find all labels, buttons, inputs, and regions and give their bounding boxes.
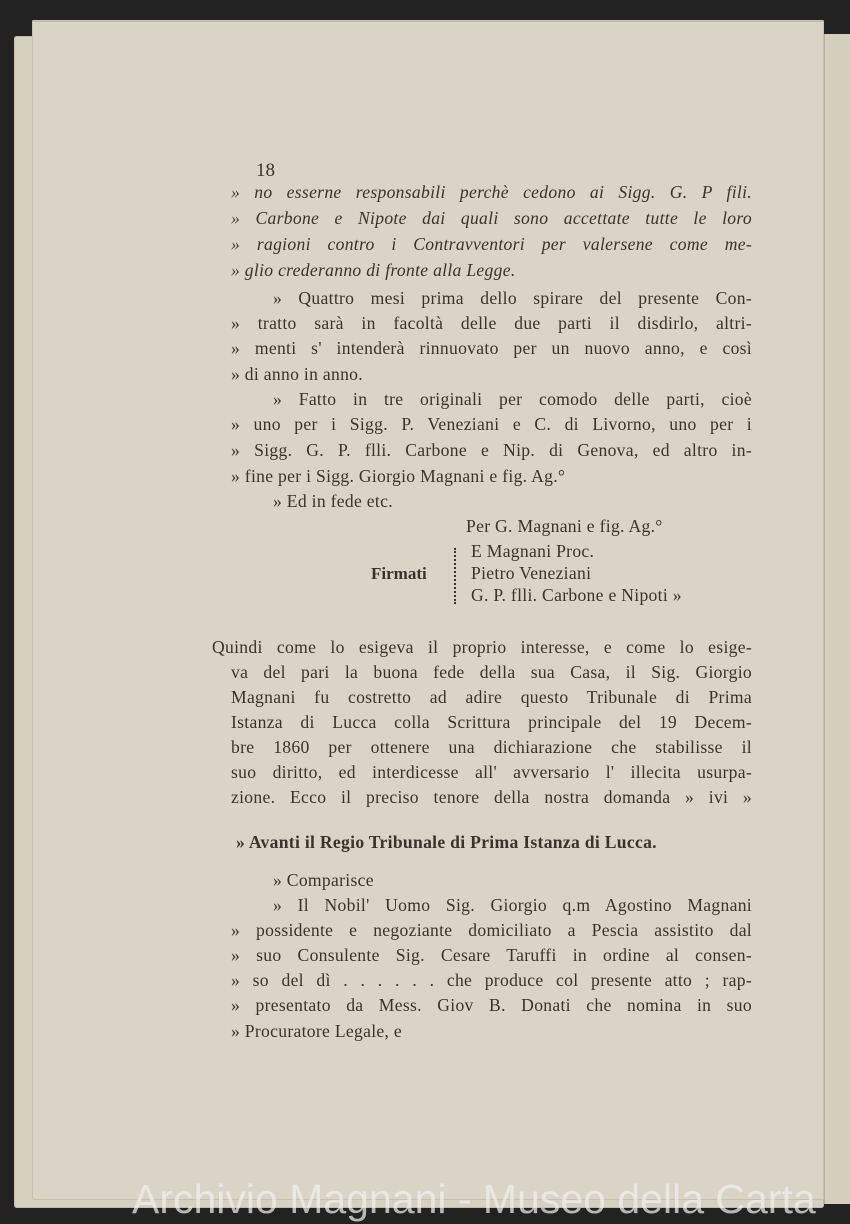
text-line: suo diritto, ed interdicesse all' avversario l' illecita usurpa- [231,762,752,782]
text-line: bre 1860 per ottenere una dichiarazione che stabilisse il [231,737,752,757]
text-line: Quindi come lo esigeva il proprio interesse, e come lo esige- [212,637,752,657]
brace-divider [454,548,458,604]
text-line: Istanza di Lucca colla Scrittura principale del 19 Decem- [231,712,752,732]
archive-watermark: Archivio Magnani - Museo della Carta [132,1176,816,1222]
text-line: » presentato da Mess. Giov B. Donati che nomina in suo [231,995,752,1015]
court-heading: » Avanti il Regio Tribunale di Prima Istanza di Lucca. [236,832,657,852]
text-line: » possidente e negoziante domiciliato a Pescia assistito dal [231,920,752,940]
text-line: » Quattro mesi prima dello spirare del presente Con- [273,288,752,308]
text-line: » Ed in fede etc. [273,491,393,511]
text-line: » suo Consulente Sig. Cesare Taruffi in ordine al consen- [231,945,752,965]
next-page-edge [823,34,850,1204]
text-line: » fine per i Sigg. Giorgio Magnani e fig. Ag.° [231,466,566,486]
text-line: » glio crederanno di fronte alla Legge. [231,260,516,280]
text-line: » Procuratore Legale, e [231,1021,403,1041]
signed-label: Firmati [371,564,427,583]
text-line: » di anno in anno. [231,364,363,384]
text-line: » Carbone e Nipote dai quali sono accettate tutte le loro [231,208,752,228]
text-line: » no esserne responsabili perchè cedono ai Sigg. G. P fili. [231,182,752,202]
text-line: » so del dì . . . . . . che produce col presente atto ; rap- [231,970,752,990]
text-line: » Fatto in tre originali per comodo delle parti, cioè [273,389,752,409]
page-number: 18 [256,160,275,181]
text-line: zione. Ecco il preciso tenore della nostra domanda » ivi » [231,787,752,807]
signature-name: E Magnani Proc. [471,541,595,561]
text-line: » ragioni contro i Contravventori per valersene come me- [231,234,752,254]
text-line: » tratto sarà in facoltà delle due parti il disdirlo, altri- [231,313,752,333]
signature-name: Pietro Veneziani [471,563,592,583]
text-line: » Il Nobil' Uomo Sig. Giorgio q.m Agostino Magnani [273,895,752,915]
text-line: Magnani fu costretto ad adire questo Tribunale di Prima [231,687,752,707]
text-line: » menti s' intenderà rinnuovato per un nuovo anno, e così [231,338,752,358]
text-line: » uno per i Sigg. P. Veneziani e C. di Livorno, uno per i [231,414,752,434]
text-line: » Comparisce [273,870,374,890]
signature-per-line: Per G. Magnani e fig. Ag.° [466,516,663,536]
text-line: va del pari la buona fede della sua Casa, il Sig. Giorgio [231,662,752,682]
signature-name: G. P. flli. Carbone e Nipoti » [471,585,682,605]
text-line: » Sigg. G. P. flli. Carbone e Nip. di Genova, ed altro in- [231,440,752,460]
